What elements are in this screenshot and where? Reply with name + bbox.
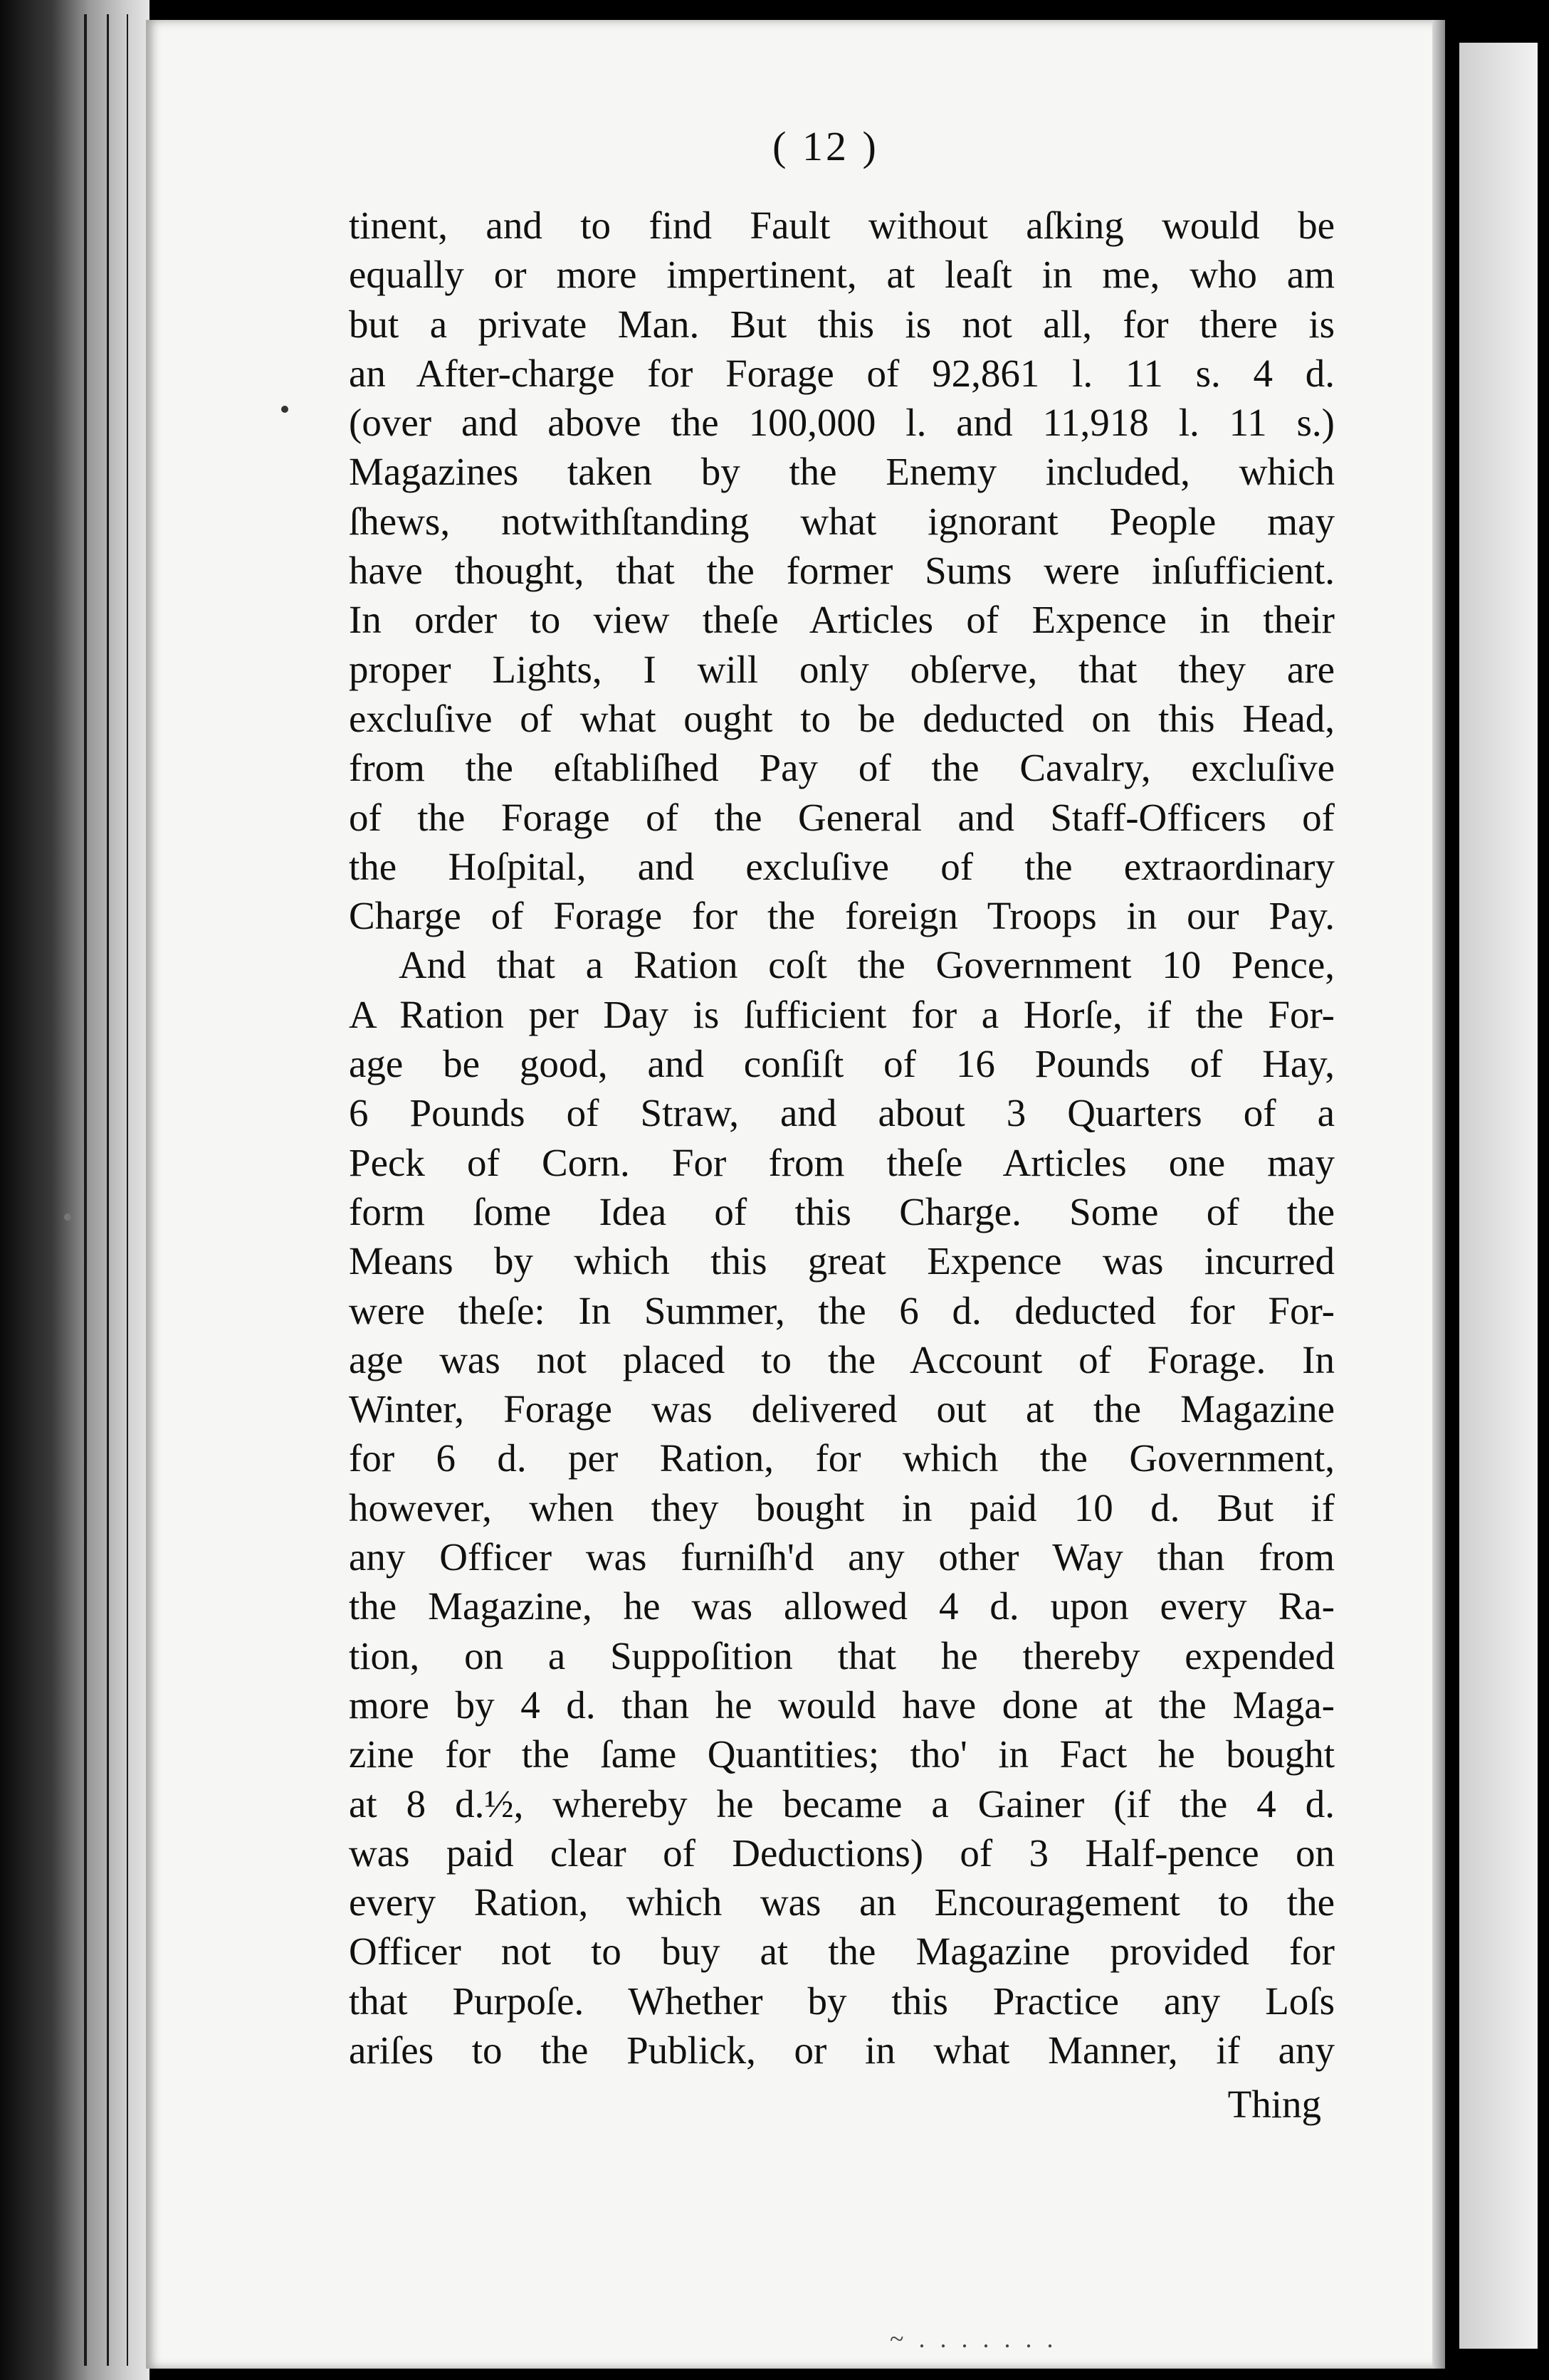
spine-edge-line (127, 14, 128, 2366)
text-line: tinent, and to find Fault without aſking would be (349, 204, 1335, 247)
adjacent-page-paper (1459, 43, 1538, 2349)
text-line: of the Forage of the General and Staff-Officers of (349, 795, 1335, 839)
text-line: (over and above the 100,000 l. and 11,918 l. 11 s.) (349, 401, 1335, 445)
text-line: every Ration, which was an Encouragement to the (349, 1880, 1335, 1924)
text-line: form ſome Idea of this Charge. Some of the (349, 1189, 1335, 1233)
text-line: that Purpoſe. Whether by this Practice any Loſs (349, 1979, 1335, 2023)
text-line: at 8 d.½, whereby he became a Gainer (if the 4 d. (349, 1781, 1335, 1826)
text-line: Peck of Corn. For from theſe Articles one may (349, 1140, 1335, 1184)
text-line: but a private Man. But this is not all, for there is (349, 302, 1335, 346)
text-line: more by 4 d. than he would have done at the Maga- (349, 1683, 1335, 1727)
text-line: ariſes to the Publick, or in what Manner, if any (349, 2028, 1335, 2072)
bottom-marks: ~ . . . . . . . (890, 2324, 1058, 2353)
text-line: Winter, Forage was delivered out at the Magazine (349, 1387, 1335, 1431)
text-line: And that a Ration coſt the Government 10 Pence, (399, 943, 1335, 987)
text-line: age was not placed to the Account of Forage. In (349, 1337, 1335, 1381)
text-line: was paid clear of Deductions) of 3 Half-pence on (349, 1831, 1335, 1875)
text-line: have thought, that the former Sums were inſufficient. (349, 549, 1335, 593)
ink-speck (281, 406, 288, 413)
spine-edge-line (107, 14, 109, 2366)
text-line: Officer not to buy at the Magazine provided for (349, 1929, 1335, 1974)
text-line: tion, on a Suppoſition that he thereby expended (349, 1633, 1335, 1678)
spine-edge-line (84, 14, 87, 2366)
book-spine (0, 0, 149, 2380)
text-line: equally or more impertinent, at leaſt in me, who am (349, 253, 1335, 297)
text-line: proper Lights, I will only obſerve, that they are (349, 647, 1335, 691)
text-line: Means by which this great Expence was incurred (349, 1239, 1335, 1283)
text-line: from the eſtabliſhed Pay of the Cavalry, excluſive (349, 746, 1335, 790)
text-line: Charge of Forage for the foreign Troops in our Pay. (349, 894, 1335, 938)
text-line: were theſe: In Summer, the 6 d. deducted for For- (349, 1288, 1335, 1332)
ink-speck (64, 1213, 71, 1221)
page-number: ( 12 ) (772, 123, 879, 169)
text-line: any Officer was furniſh'd any other Way than from (349, 1535, 1335, 1579)
text-line: the Magazine, he was allowed 4 d. upon every Ra- (349, 1584, 1335, 1628)
text-line: age be good, and conſiſt of 16 Pounds of Hay, (349, 1042, 1335, 1086)
text-line: A Ration per Day is ſufficient for a Horſe, if the For- (349, 992, 1335, 1036)
text-line: an After-charge for Forage of 92,861 l. 11 s. 4 d. (349, 351, 1335, 395)
body-text (349, 201, 1335, 2075)
page-edge-shadow (1432, 20, 1445, 2369)
text-line: excluſive of what ought to be deducted on this Head, (349, 696, 1335, 740)
catchword: Thing (1227, 2082, 1321, 2126)
text-line: In order to view theſe Articles of Expence in their (349, 598, 1335, 642)
text-line: for 6 d. per Ration, for which the Government, (349, 1436, 1335, 1480)
text-line: 6 Pounds of Straw, and about 3 Quarters of a (349, 1091, 1335, 1135)
text-line: ſhews, notwithſtanding what ignorant People may (349, 499, 1335, 543)
adjacent-page-edge (1452, 0, 1549, 2380)
text-line: Magazines taken by the Enemy included, which (349, 450, 1335, 494)
text-line: the Hoſpital, and excluſive of the extraordinary (349, 844, 1335, 888)
text-line: zine for the ſame Quantities; tho' in Fact he bought (349, 1732, 1335, 1776)
text-line: however, when they bought in paid 10 d. But if (349, 1485, 1335, 1529)
